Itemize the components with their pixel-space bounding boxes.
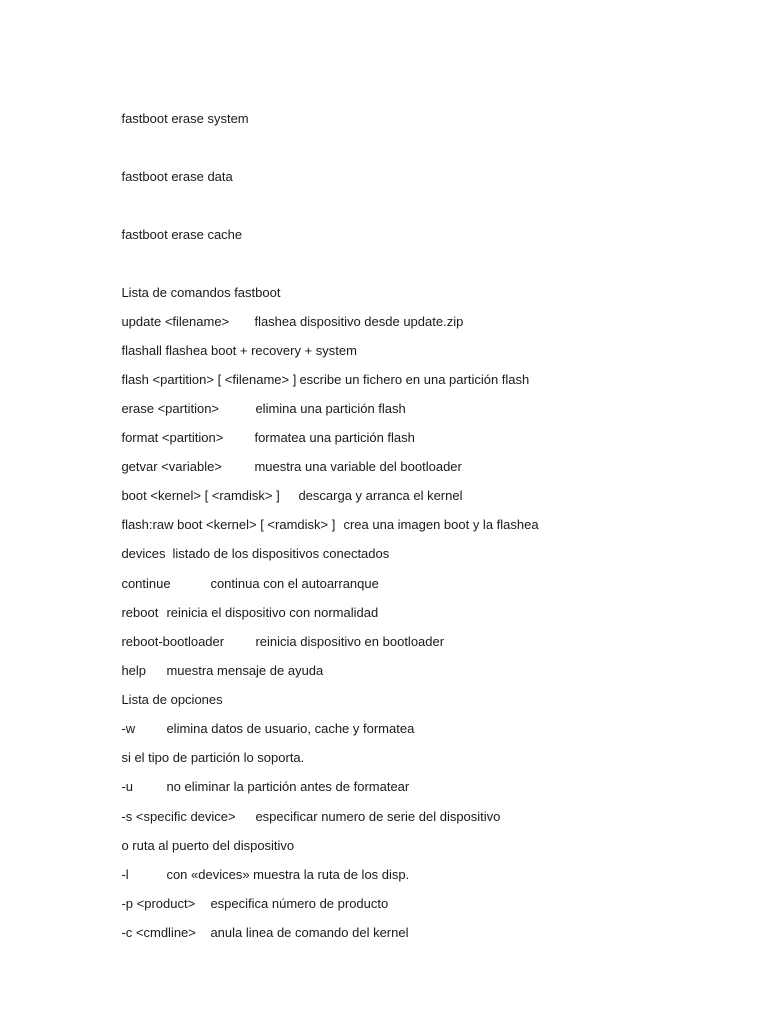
command-row bbox=[107, 324, 357, 358]
option-flag: -w bbox=[121, 721, 136, 736]
option-flag: -p <product> bbox=[121, 896, 196, 911]
header-command-line bbox=[107, 92, 249, 126]
option-flag: -l bbox=[121, 867, 129, 882]
option-row bbox=[107, 877, 389, 911]
commands-title: Lista de comandos fastboot bbox=[121, 285, 281, 300]
command-row bbox=[107, 615, 445, 649]
command-row bbox=[107, 469, 463, 503]
option-flag: -u bbox=[121, 779, 134, 794]
command-name: help bbox=[121, 663, 147, 678]
option-description: elimina datos de usuario, cache y formatea bbox=[166, 721, 415, 736]
option-description: o ruta al puerto del dispositivo bbox=[121, 838, 295, 853]
command-row bbox=[107, 353, 530, 387]
header-command-line bbox=[107, 150, 233, 184]
option-row bbox=[107, 731, 305, 765]
command-name: update <filename> bbox=[121, 314, 230, 329]
option-row bbox=[107, 819, 295, 853]
option-row bbox=[107, 702, 415, 736]
option-flag: -c <cmdline> bbox=[121, 925, 196, 940]
command-description: listado de los dispositivos conectados bbox=[172, 546, 390, 561]
command-row bbox=[107, 295, 464, 329]
command-row bbox=[107, 527, 390, 561]
command-description: crea una imagen boot y la flashea bbox=[343, 517, 539, 532]
option-description: especifica número de producto bbox=[210, 896, 389, 911]
option-row bbox=[107, 906, 409, 940]
command-row bbox=[107, 557, 379, 591]
option-row bbox=[107, 790, 501, 824]
command-text: fastboot erase system bbox=[121, 111, 249, 126]
command-name: devices bbox=[121, 546, 166, 561]
header-command-line bbox=[107, 208, 243, 242]
option-description: especificar numero de serie del dispositivo bbox=[255, 809, 501, 824]
option-row bbox=[107, 760, 410, 794]
command-name: reboot-bootloader bbox=[121, 634, 225, 649]
command-description: continua con el autoarranque bbox=[210, 576, 379, 591]
options-title: Lista de opciones bbox=[121, 692, 223, 707]
command-description: reinicia el dispositivo con normalidad bbox=[166, 605, 379, 620]
command-row bbox=[107, 440, 462, 474]
option-description: no eliminar la partición antes de formatear bbox=[166, 779, 410, 794]
command-text: fastboot erase cache bbox=[121, 227, 243, 242]
command-description: escribe un fichero en una partición flash bbox=[299, 372, 530, 387]
command-name: flashall bbox=[121, 343, 162, 358]
command-text: fastboot erase data bbox=[121, 169, 233, 184]
command-name: getvar <variable> bbox=[121, 459, 222, 474]
command-row bbox=[107, 411, 415, 445]
command-name: format <partition> bbox=[121, 430, 224, 445]
option-description: anula linea de comando del kernel bbox=[210, 925, 409, 940]
command-name: reboot bbox=[121, 605, 159, 620]
command-row bbox=[107, 498, 539, 532]
command-description: formatea una partición flash bbox=[254, 430, 415, 445]
command-description: muestra mensaje de ayuda bbox=[166, 663, 324, 678]
command-row bbox=[107, 644, 324, 678]
command-name: flash:raw boot <kernel> [ <ramdisk> ] bbox=[121, 517, 336, 532]
command-row bbox=[107, 586, 379, 620]
command-description: flashea boot + recovery + system bbox=[165, 343, 357, 358]
option-description: con «devices» muestra la ruta de los disp. bbox=[166, 867, 410, 882]
command-description: flashea dispositivo desde update.zip bbox=[254, 314, 464, 329]
option-row bbox=[107, 848, 410, 882]
command-description: descarga y arranca el kernel bbox=[298, 488, 463, 503]
command-description: elimina una partición flash bbox=[255, 401, 406, 416]
command-name: continue bbox=[121, 576, 171, 591]
option-description: si el tipo de partición lo soporta. bbox=[121, 750, 305, 765]
command-row bbox=[107, 382, 406, 416]
command-description: muestra una variable del bootloader bbox=[254, 459, 462, 474]
command-name: erase <partition> bbox=[121, 401, 220, 416]
command-name: flash <partition> [ <filename> ] bbox=[121, 372, 297, 387]
command-description: reinicia dispositivo en bootloader bbox=[255, 634, 445, 649]
command-name: boot <kernel> [ <ramdisk> ] bbox=[121, 488, 280, 503]
option-flag: -s <specific device> bbox=[121, 809, 236, 824]
